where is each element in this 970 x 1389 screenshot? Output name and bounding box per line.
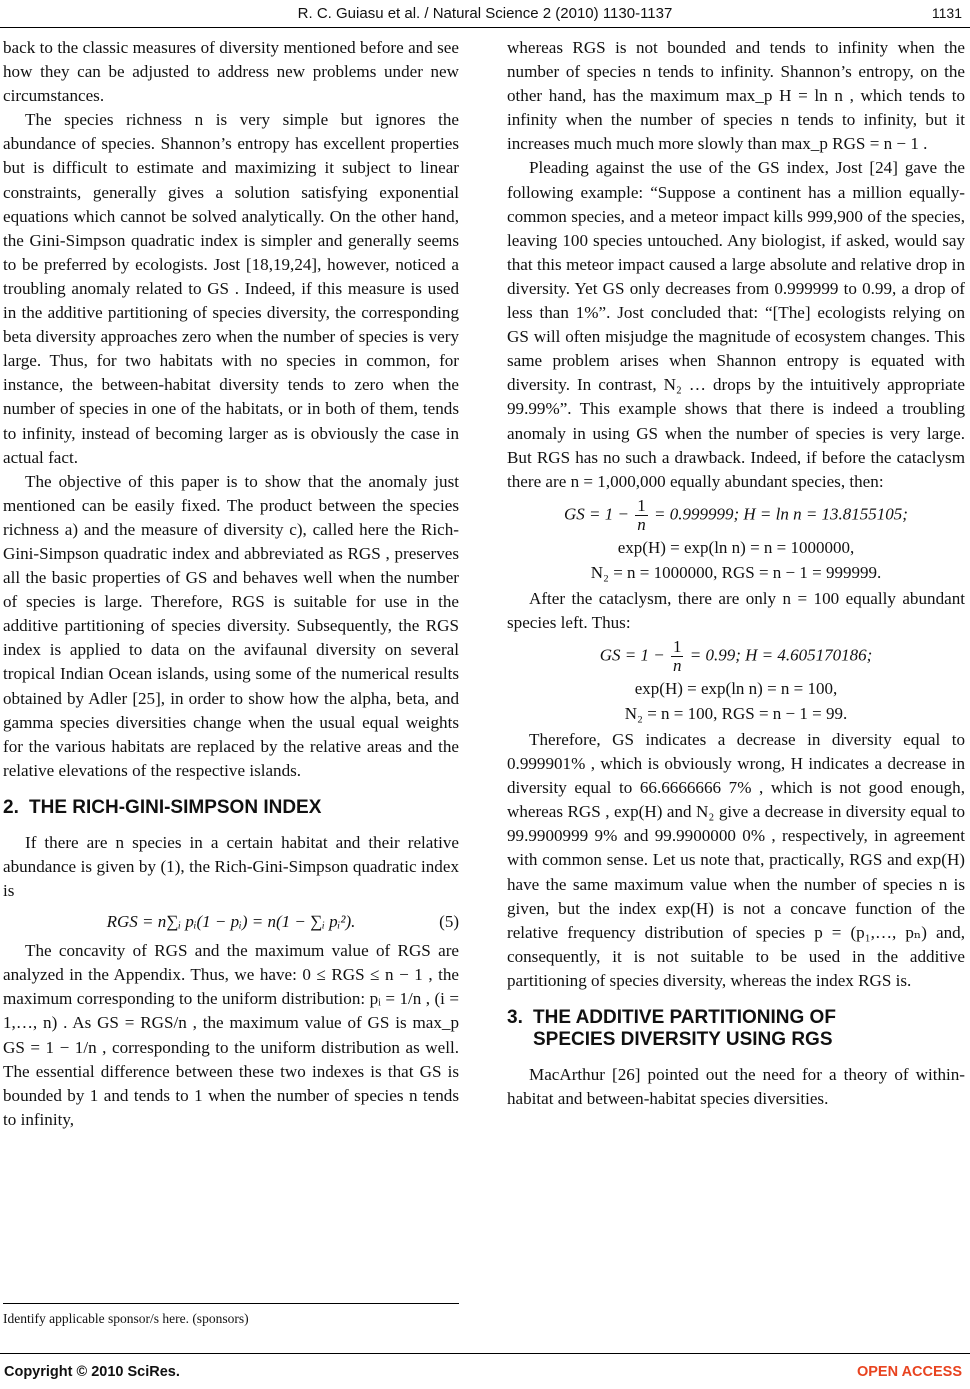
display-equation: GS = 1 − $\frac{1}{n}$ = 0.999999; H = ln n = 13.8155105; bbox=[564, 495, 908, 534]
running-title: R. C. Guiasu et al. / Natural Science 2 (2010) 1130-1137 bbox=[297, 5, 673, 22]
display-equation: GS = 1 − $\frac{1}{n}$ = 0.99; H = 4.605170186; bbox=[599, 636, 873, 675]
copyright-notice: Copyright © 2010 SciRes. bbox=[4, 1364, 180, 1380]
paragraph: MacArthur [26] pointed out the need for a theory of within-habitat and between-habitat species diversities. bbox=[507, 1065, 965, 1109]
section-title: THE ADDITIVE PARTITIONING OF bbox=[533, 1007, 836, 1028]
section-title-line2: SPECIES DIVERSITY USING RGS bbox=[533, 1029, 833, 1050]
equation-5 bbox=[3, 911, 459, 933]
footnote-rule bbox=[3, 1303, 459, 1304]
paragraph: If there are n species in a certain habitat and their relative abundance is given by (1), the Rich-Gini-Simpson quadratic index is bbox=[3, 832, 459, 901]
open-access-label: OPEN ACCESS bbox=[856, 1364, 962, 1380]
fraction: $\frac{1}{n}$ bbox=[672, 636, 682, 675]
section-number: 3. bbox=[507, 1007, 523, 1028]
page-header bbox=[0, 2, 970, 26]
right-column bbox=[507, 36, 965, 1111]
display-equation: N₂ = n = 1000000, RGS = n − 1 = 999999. bbox=[590, 562, 882, 582]
equation-body: RGS = n∑ᵢ pᵢ(1 − pᵢ) = n(1 − ∑ᵢ pᵢ²). bbox=[106, 912, 356, 932]
display-equation: N₂ = n = 100, RGS = n − 1 = 99. bbox=[624, 703, 848, 723]
section-heading bbox=[507, 1007, 965, 1051]
section-number: 2. bbox=[3, 796, 19, 818]
paragraph: The concavity of RGS and the maximum value of RGS are analyzed in the Appendix. Thus, we have: 0 ≤ RGS ≤ n − 1 , the maximum corresponding to the uniform distribution: pᵢ = 1/n , (i = 1,…, n) . As GS = RGS/n , the maximum value of GS is max_p GS = 1 − 1/n , corresponding to the uniform distribution as well. The essential difference between these two indexes is that GS is bounded by 1 and tends to 1 when the number of species n tends to infinity, bbox=[3, 941, 459, 1129]
page-number: 1131 bbox=[931, 5, 962, 21]
fraction: $\frac{1}{n}$ bbox=[637, 495, 646, 534]
display-equation: exp(H) = exp(ln n) = n = 100, bbox=[634, 678, 838, 698]
paragraph: Therefore, GS indicates a decrease in diversity equal to 0.999901% , which is obviously wrong, H indicates a decrease in diversity equal to 66.6666666 7% , which is not good enough, whereas RGS , exp(H) and N₂ give a decrease in diversity equal to 99.9900999 9% and 99.9900000 0% , respectively, in agreement with common sense. Let us note that, practically, RGS and exp(H) have the same maximum value when the number of species n is given, but the index exp(H) is not a concave function of the relative frequency distribution of species p = (p₁,…, pₙ) and, consequently, it is not suitable to be used in the additive partitioning of species diversity, whereas the index RGS is. bbox=[507, 729, 965, 990]
header-rule bbox=[0, 27, 970, 28]
page-footer bbox=[0, 1361, 970, 1385]
paragraph: The species richness n is very simple but ignores the abundance of species. Shannon’s entropy has excellent properties but is difficult to estimate and maximizing it subject to linear constraints, generally gives a solution satisfying exponential equations which cannot be solved analytically. On the other hand, the Gini-Simpson quadratic index is simpler and generally seems to be preferred by ecologists. Jost [18,19,24], however, noticed a troubling anomaly related to GS . Indeed, if this measure is used in the additive partitioning of species diversity, the corresponding beta diversity approaches zero when the number of species is very large. Thus, for two habitats with no species in common, for instance, the between-habitat diversity tends to zero when the number of species in one of the habitats, or in both of them, tends to infinity, instead of becoming larger as is obviously the case in actual fact. bbox=[3, 110, 459, 467]
section-heading bbox=[3, 797, 459, 819]
display-equation: exp(H) = exp(ln n) = n = 1000000, bbox=[617, 537, 855, 557]
paragraph: whereas RGS is not bounded and tends to infinity when the number of species n tends to infinity. Shannon’s entropy, on the other hand, has the maximum max_p H = ln n , which tends to infinity when the number of species n tends to infinity, but it increases much much more slowly than max_p RGS = n − 1 . bbox=[507, 38, 965, 154]
section-title: THE RICH-GINI-SIMPSON INDEX bbox=[29, 796, 322, 818]
equation-number: (5) bbox=[439, 912, 459, 932]
paragraph: Pleading against the use of the GS index, Jost [24] gave the following example: “Suppose a continent has a million equally-common species, and a meteor impact kills 999,900 of the species, leaving 100 species untouched. Any biologist, if asked, would say that this meteor impact caused a large absolute and relative drop in diversity. Yet GS only decreases from 0.999999 to 0.99, a drop of less than 1%”. Jost concluded that: “[The] ecologists relying on GS will often misjudge the magnitude of ecosystem changes. This same problem arises when Shannon entropy is equated with diversity. In contrast, N₂ … drops by the intuitively appropriate 99.99%”. This example shows that there is indeed a troubling anomaly in using GS when the number of species is very large. But RGS has no such a drawback. Indeed, if before the cataclysm there are n = 1,000,000 equally abundant species, then: bbox=[507, 158, 965, 491]
paragraph: After the cataclysm, there are only n = 100 equally abundant species left. Thus: bbox=[507, 588, 965, 632]
paragraph: The objective of this paper is to show that the anomaly just mentioned can be easily fixed. The product between the species richness a) and the measure of diversity c), called here the Rich-Gini-Simpson quadratic index and abbreviated as RGS , preserves all the basic properties of GS and behaves well when the number of species is large. Therefore, RGS is suitable for use in the additive partitioning of species diversity. Subsequently, the RGS index is applied to data on the avifaunal diversity on several tropical Indian Ocean islands, using some of the numerical results obtained by Adler [25], in order to show how the alpha, beta, and gamma species diversities change when the usual equal weights for the various habitats are replaced by the relative areas and the relative elevations of the respective islands. bbox=[3, 471, 459, 780]
left-column bbox=[3, 36, 459, 1132]
footnote: Identify applicable sponsor/s here. (sponsors) bbox=[3, 1311, 249, 1326]
footer-rule bbox=[0, 1353, 970, 1354]
paragraph: back to the classic measures of diversity mentioned before and see how they can be adjusted to address new problems under new circumstances. bbox=[3, 38, 459, 106]
